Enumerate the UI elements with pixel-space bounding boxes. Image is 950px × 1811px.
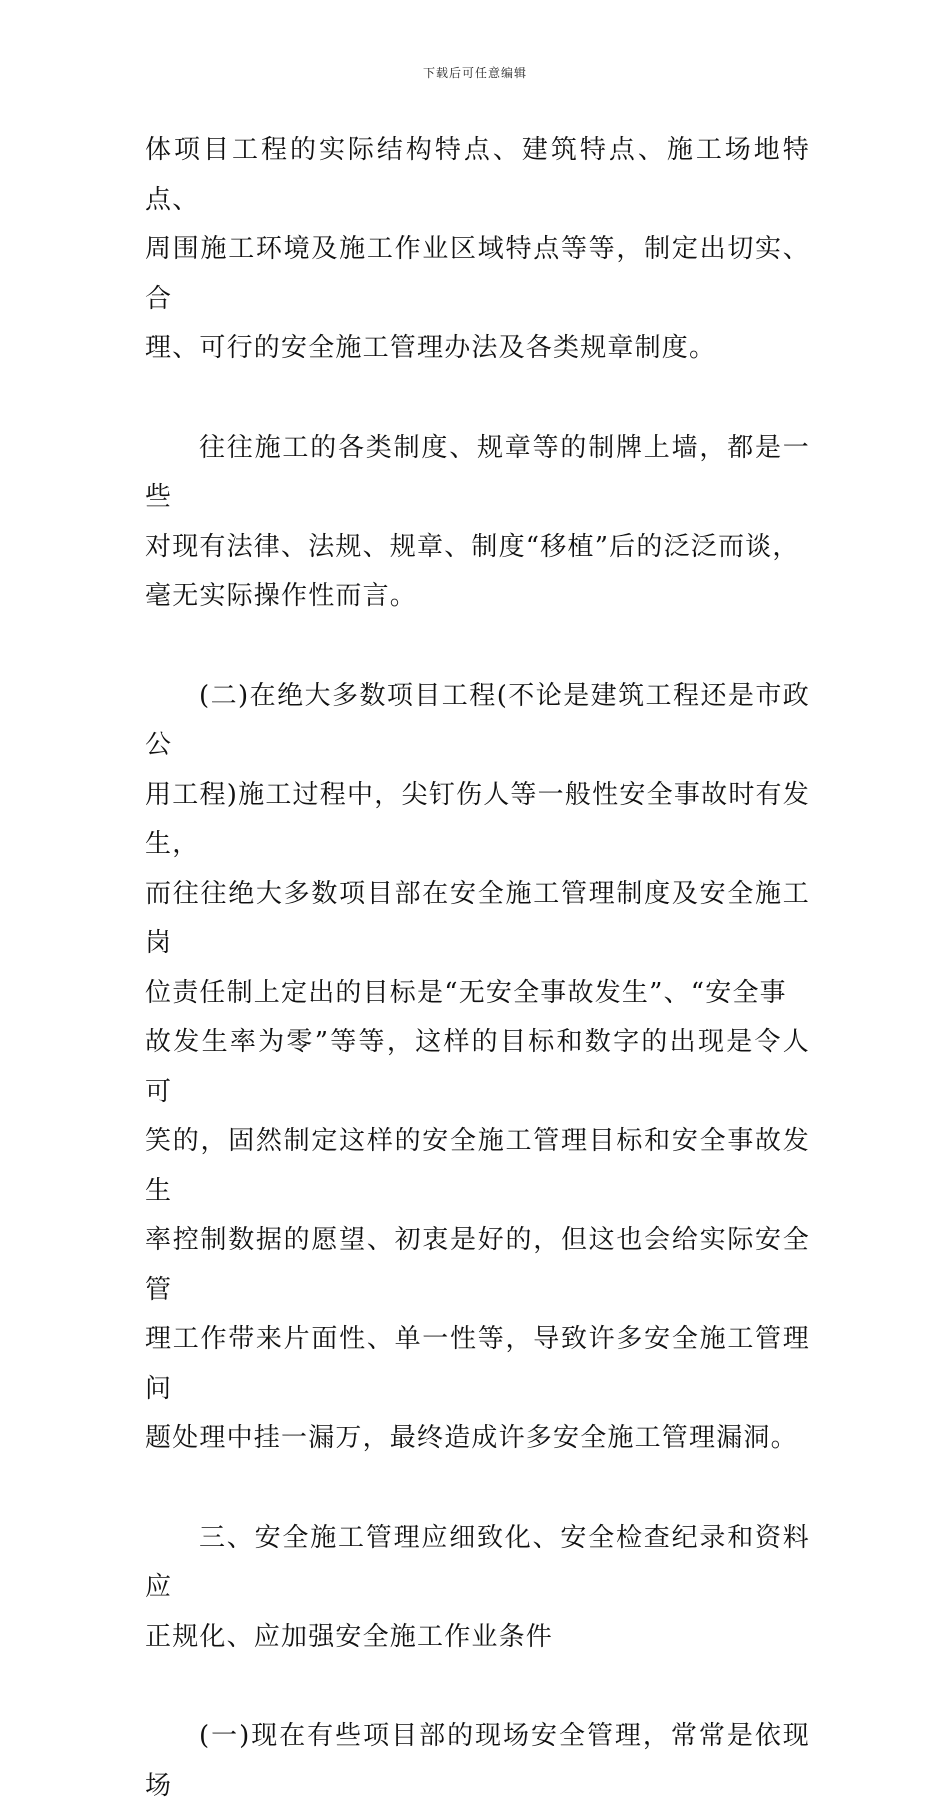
paragraph-3 (145, 672, 810, 1464)
page-header: 下载后可任意编辑 (422, 66, 527, 80)
text-line: 周围施工环境及施工作业区域特点等等，制定出切实、合 (145, 234, 810, 314)
paragraph-5 (145, 1712, 810, 1811)
text-line: 题处理中挂一漏万，最终造成许多安全施工管理漏洞。 (145, 1423, 798, 1453)
text-line: (二)在绝大多数项目工程(不论是建筑工程还是市政公 (145, 680, 810, 760)
text-line: 对现有法律、法规、规章、制度“移植”后的泛泛而谈， (145, 531, 800, 562)
text-line: 理工作带来片面性、单一性等，导致许多安全施工管理问 (145, 1324, 810, 1404)
document-body (145, 126, 810, 1811)
text-line: 毫无实际操作性而言。 (145, 581, 418, 611)
paragraph-2 (145, 424, 810, 622)
text-line: 理、可行的安全施工管理办法及各类规章制度。 (145, 333, 717, 363)
text-line: 而往往绝大多数项目部在安全施工管理制度及安全施工岗 (145, 878, 810, 958)
text-line: 正规化、应加强安全施工作业条件 (145, 1621, 554, 1652)
text-line: (一)现在有些项目部的现场安全管理，常常是依现场 (145, 1721, 810, 1801)
text-line: 三、安全施工管理应细致化、安全检查纪录和资料应 (145, 1522, 810, 1602)
text-line: 故发生率为零”等等，这样的目标和数字的出现是令人可 (145, 1027, 810, 1107)
text-line: 率控制数据的愿望、初衷是好的，但这也会给实际安全管 (145, 1225, 810, 1305)
paragraph-1 (145, 126, 810, 374)
text-line: 用工程)施工过程中，尖钉伤人等一般性安全事故时有发生， (145, 779, 810, 859)
text-line: 位责任制上定出的目标是“无安全事故发生”、“安全事 (145, 977, 787, 1008)
text-line: 笑的，固然制定这样的安全施工管理目标和安全事故发生 (145, 1126, 810, 1206)
section-heading (145, 1514, 810, 1663)
text-line: 往往施工的各类制度、规章等的制牌上墙，都是一些 (145, 432, 810, 512)
text-line: 体项目工程的实际结构特点、建筑特点、施工场地特点、 (145, 135, 810, 215)
